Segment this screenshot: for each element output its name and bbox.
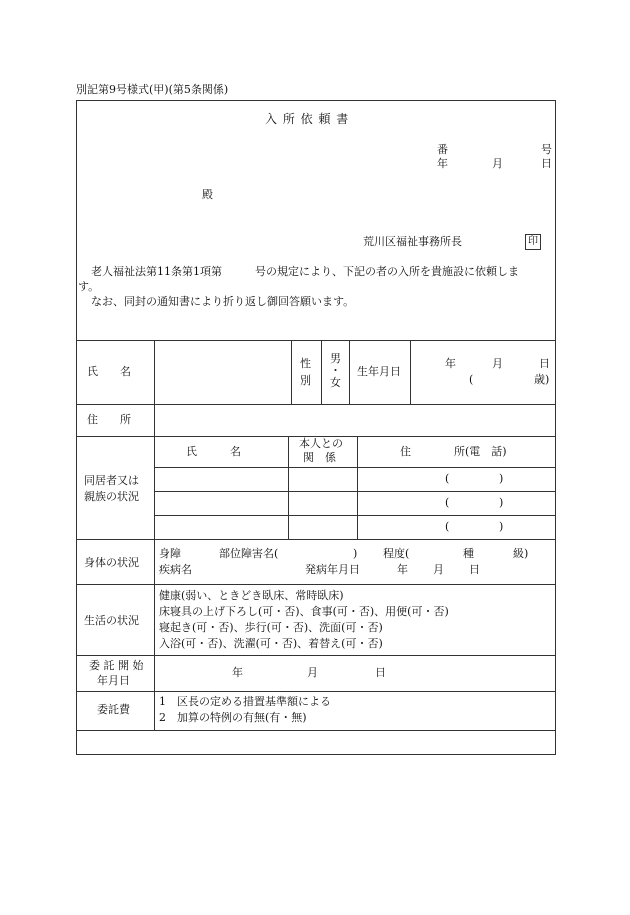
divider-birth-value (410, 340, 411, 404)
address-label: 住 所 (87, 413, 131, 426)
divider-label-column (154, 340, 155, 730)
life-status-label: 生活の状況 (84, 614, 139, 627)
family-label-line2: 親族の状況 (84, 490, 139, 503)
issue-date-month: 月 (492, 157, 503, 170)
sex-label-top: 性 (300, 357, 311, 370)
fee-label: 委託費 (97, 703, 130, 716)
body-condition-label: 身体の状況 (84, 556, 139, 569)
start-month: 月 (307, 666, 318, 679)
body-disability-grade: 級) (513, 547, 529, 560)
birth-year: 年 (445, 357, 456, 370)
family-col-relation-top: 本人との (299, 437, 343, 450)
divider-family-row2 (154, 515, 555, 516)
body-disability-degree: 程度( (383, 547, 410, 560)
life-status-line1: 健康(弱い、ときどき臥床、常時臥床) (159, 589, 344, 602)
age-close: 歳) (534, 373, 550, 386)
life-status-line4: 入浴(可・否)、洗濯(可・否)、着替え(可・否) (159, 637, 383, 650)
divider-family-header (154, 467, 555, 468)
divider-name-row (77, 404, 555, 405)
start-date-label-bottom: 年月日 (97, 674, 130, 687)
divider-family-row1 (154, 491, 555, 492)
name-label: 氏 名 (87, 365, 131, 378)
body-disability-type: 種 (463, 547, 474, 560)
form-title: 入 所 依 頼 書 (265, 112, 350, 126)
family-phone-close-1: ) (499, 472, 504, 485)
body-disability-part-close: ) (353, 547, 358, 560)
birth-month: 月 (492, 357, 503, 370)
divider-family-name-col (288, 436, 289, 539)
form-number-caption: 別記第9号様式(甲)(第5条関係) (76, 83, 229, 96)
sex-option-dot: ・ (330, 364, 341, 377)
body-disability: 身障 (159, 547, 181, 560)
divider-birth-label (349, 340, 350, 404)
issue-date-year: 年 (437, 157, 448, 170)
body-onset-date-label: 発病年月日 (305, 563, 360, 576)
issue-date-day: 日 (541, 157, 552, 170)
sex-label-bottom: 別 (300, 374, 311, 387)
family-phone-open-2: ( (445, 496, 450, 509)
body-disease-name: 疾病名 (159, 563, 192, 576)
issuer-name: 荒川区福祉事務所長 (363, 235, 462, 248)
start-day: 日 (375, 666, 386, 679)
fee-line2: 2 加算の特例の有無(有・無) (159, 711, 307, 724)
addressee-suffix: 殿 (202, 188, 213, 201)
number-suffix: 号 (541, 143, 552, 156)
divider-family-rel-col (357, 436, 358, 539)
body-onset-month: 月 (433, 563, 444, 576)
sex-option-female: 女 (330, 376, 341, 389)
body-text-line3: なお、同封の通知書により折り返し御回答願います。 (91, 295, 355, 308)
number-prefix: 番 (437, 143, 448, 156)
birthdate-label: 生年月日 (357, 365, 401, 378)
age-open: ( (469, 373, 474, 386)
family-col-address-a: 住 (400, 445, 411, 458)
birth-day: 日 (539, 357, 550, 370)
body-onset-year: 年 (397, 563, 408, 576)
divider-header (77, 340, 555, 341)
divider-family-row3 (77, 539, 555, 540)
family-phone-close-2: ) (499, 496, 504, 509)
fee-line1: 1 区長の定める措置基準額による (159, 695, 331, 708)
divider-sex-label (291, 340, 292, 404)
family-phone-close-3: ) (499, 520, 504, 533)
body-onset-day: 日 (469, 563, 480, 576)
family-label-line1: 同居者又は (84, 474, 139, 487)
start-year: 年 (232, 666, 243, 679)
start-date-label-top: 委 託 開 始 (89, 659, 144, 672)
divider-life-row (77, 655, 555, 656)
sex-option-male: 男 (330, 352, 341, 365)
family-phone-open-3: ( (445, 520, 450, 533)
body-text-line2: す。 (78, 280, 100, 293)
life-status-line3: 寝起き(可・否)、歩行(可・否)、洗面(可・否) (159, 621, 383, 634)
family-col-address-b: 所(電 話) (454, 445, 507, 458)
body-disability-part: 部位障害名( (219, 547, 279, 560)
divider-fee-row (77, 730, 555, 731)
family-col-relation-bottom: 関 係 (303, 451, 336, 464)
family-col-name: 氏 名 (186, 445, 241, 458)
body-text-line1: 老人福祉法第11条第1項第 号の規定により、下記の者の入所を貴施設に依頼しま (91, 265, 519, 278)
family-phone-open-1: ( (445, 472, 450, 485)
admission-request-form (76, 100, 556, 755)
life-status-line2: 床寝具の上げ下ろし(可・否)、食事(可・否)、用便(可・否) (159, 605, 449, 618)
divider-sex-value (321, 340, 322, 404)
seal-mark: 印 (525, 234, 541, 250)
divider-body-row (77, 584, 555, 585)
divider-start-row (77, 691, 555, 692)
